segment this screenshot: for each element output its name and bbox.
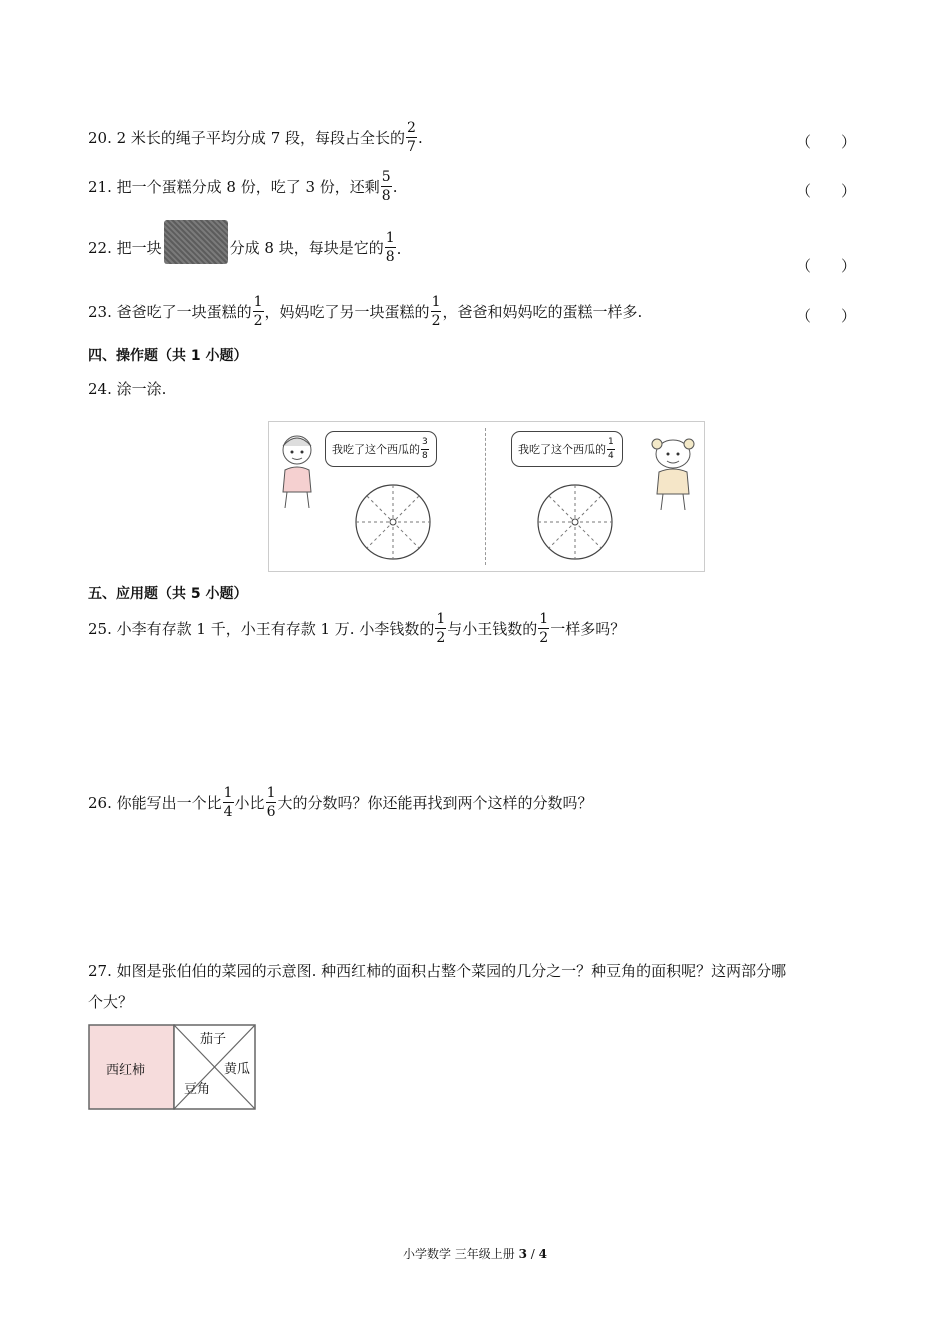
- fraction: $\frac{1}{2}$: [436, 611, 446, 646]
- watermelon-circle-right[interactable]: [535, 482, 615, 562]
- question-26: 26. 你能写出一个比 $\frac{1}{4}$ 小比 $\frac{1}{6}$ 大的分数吗？你还能再找到两个这样的分数吗？: [88, 785, 593, 820]
- label-tomato: 西红柿: [106, 1063, 146, 1078]
- answer-parens-22[interactable]: （ ）: [796, 257, 856, 275]
- question-text: 20. 2 米长的绳子平均分成 7 段，每段占全长的: [88, 129, 406, 147]
- label-cucumber: 黄瓜: [224, 1062, 251, 1077]
- speech-bubble-left: 我吃了这个西瓜的 $\frac{3}{8}$: [325, 431, 437, 467]
- question-text: 21. 把一个蛋糕分成 8 份，吃了 3 份，还剩: [88, 178, 380, 196]
- question-20: 20. 2 米长的绳子平均分成 7 段，每段占全长的 $\frac{2}{7}$ .: [88, 120, 423, 155]
- cake-image: [164, 220, 228, 264]
- animal-figure: [647, 434, 699, 516]
- answer-parens-23[interactable]: （ ）: [796, 307, 856, 325]
- fraction: $\frac{3}{8}$: [422, 436, 428, 461]
- fraction: $\frac{5}{8}$: [381, 169, 391, 204]
- fraction: $\frac{1}{8}$: [385, 230, 395, 265]
- section-heading-5: 五、应用题（共 5 小题）: [88, 586, 248, 602]
- divider: [485, 428, 486, 565]
- fraction: $\frac{1}{2}$: [539, 611, 549, 646]
- question-21: 21. 把一个蛋糕分成 8 份，吃了 3 份，还剩 $\frac{5}{8}$ .: [88, 169, 398, 204]
- section-heading-4: 四、操作题（共 1 小题）: [88, 348, 248, 364]
- fraction: $\frac{1}{4}$: [223, 785, 233, 820]
- speech-bubble-right: 我吃了这个西瓜的 $\frac{1}{4}$: [511, 431, 623, 467]
- answer-parens-21[interactable]: （ ）: [796, 182, 856, 200]
- girl-figure: [273, 430, 321, 512]
- label-eggplant: 茄子: [200, 1032, 227, 1047]
- garden-diagram: [88, 1024, 256, 1110]
- watermelon-circle-left[interactable]: [353, 482, 433, 562]
- label-bean: 豆角: [184, 1082, 211, 1097]
- fraction: $\frac{1}{2}$: [253, 294, 263, 329]
- question-24: 24. 涂一涂.: [88, 380, 167, 398]
- answer-parens-20[interactable]: （ ）: [796, 133, 856, 151]
- fraction: $\frac{1}{4}$: [608, 436, 614, 461]
- question-text: 22. 把一块: [88, 239, 162, 257]
- page-footer: 小学数学 三年级上册 3 / 4: [402, 1247, 548, 1261]
- question-22: 22. 把一块 分成 8 块，每块是它的 $\frac{1}{8}$ .: [88, 220, 401, 264]
- fraction: $\frac{1}{6}$: [266, 785, 276, 820]
- watermelon-picture: [268, 421, 705, 572]
- question-text: 23. 爸爸吃了一块蛋糕的: [88, 303, 252, 321]
- question-27-line1: 27. 如图是张伯伯的菜园的示意图. 种西红柿的面积占整个菜园的几分之一？种豆角的面积呢？这两部分哪: [88, 962, 787, 980]
- question-23: 23. 爸爸吃了一块蛋糕的 $\frac{1}{2}$ ，妈妈吃了另一块蛋糕的 $\frac{1}{2}$ ，爸爸和妈妈吃的蛋糕一样多.: [88, 294, 643, 329]
- fraction: $\frac{2}{7}$: [407, 120, 416, 155]
- question-25: 25. 小李有存款 1 千，小王有存款 1 万. 小李钱数的 $\frac{1}{2}$ 与小王钱数的 $\frac{1}{2}$ 一样多吗？: [88, 611, 626, 646]
- fraction: $\frac{1}{2}$: [431, 294, 441, 329]
- question-27-line2: 个大？: [88, 993, 134, 1011]
